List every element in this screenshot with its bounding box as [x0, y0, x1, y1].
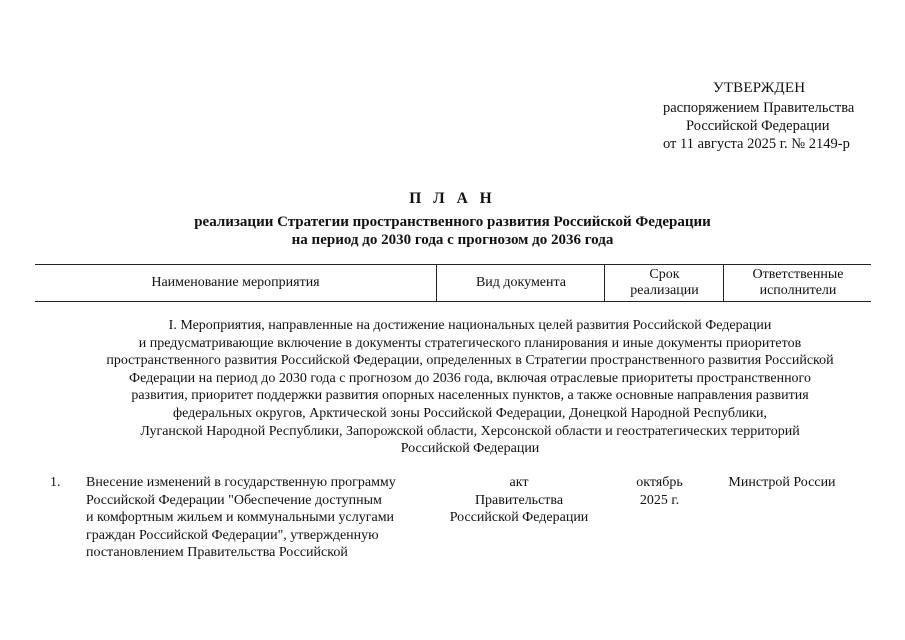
- row-event-name: [86, 474, 396, 562]
- row-responsible: Минстрой России: [728, 475, 836, 490]
- header-responsible: [723, 265, 872, 301]
- row-event-name-line: постановлением Правительства Российской: [86, 545, 348, 560]
- plan-subtitle-line-2: на период до 2030 года с прогнозом до 2036 года: [291, 232, 614, 248]
- section-line: и предусматривающие включение в документы стратегического планирования и иные документы приоритетов: [138, 335, 802, 351]
- section-line: Российской Федерации: [400, 441, 540, 457]
- row-document-type: [435, 474, 603, 527]
- row-event-name-line: Внесение изменений в государственную программу: [86, 475, 396, 490]
- row-event-name-line: граждан Российской Федерации", утвержденную: [86, 527, 379, 543]
- table-header: [35, 264, 871, 302]
- plan-subtitle-line-1: реализации Стратегии пространственного развития Российской Федерации: [194, 214, 711, 230]
- header-deadline: [604, 265, 724, 301]
- row-document-type-line: акт: [509, 475, 529, 490]
- row-deadline: [600, 474, 719, 509]
- row-document-type-line: Российской Федерации: [449, 510, 589, 525]
- header-event-name: Наименование мероприятия: [151, 275, 320, 290]
- row-deadline-line: октябрь: [636, 475, 683, 490]
- section-line: пространственного развития Российской Федерации, определенных в Стратегии пространственного развития Российской: [106, 353, 834, 369]
- section-line: Луганской Народной Республики, Запорожской области, Херсонской области и геостратегических территорий: [140, 423, 800, 439]
- section-line: Федерации на период до 2030 года с прогнозом до 2036 года, включая отраслевые приоритеты пространственного: [129, 370, 811, 386]
- header-deadline-line-1: Срок: [649, 267, 680, 282]
- header-responsible-line-1: Ответственные: [752, 267, 844, 282]
- row-document-type-line: Правительства: [474, 492, 564, 508]
- header-document-type: Вид документа: [436, 265, 605, 301]
- section-line: федеральных округов, Арктической зоны Российской Федерации, Донецкой Народной Республики,: [173, 405, 767, 421]
- section-line: I. Мероприятия, направленные на достижение национальных целей развития Российской Федерации: [168, 318, 772, 333]
- header-responsible-line-2: исполнители: [759, 283, 837, 298]
- row-number: 1.: [50, 475, 61, 490]
- section-line: развития, приоритет поддержки развития опорных населенных пунктов, а также основные направления развития: [131, 388, 809, 404]
- row-event-name-line: и комфортным жильем и коммунальными услугами: [86, 510, 395, 525]
- plan-title: П Л А Н: [409, 190, 496, 207]
- header-deadline-line-2: реализации: [630, 283, 699, 298]
- approval-line-1: распоряжением Правительства: [663, 100, 855, 116]
- row-event-name-line: Российской Федерации "Обеспечение доступным: [86, 492, 382, 508]
- section-heading: [45, 317, 895, 458]
- approval-stamp-title: УТВЕРЖДЕН: [713, 80, 806, 96]
- row-deadline-line: 2025 г.: [639, 492, 680, 508]
- approval-line-2: Российской Федерации: [686, 118, 830, 134]
- approval-line-3: от 11 августа 2025 г. № 2149-р: [663, 136, 850, 152]
